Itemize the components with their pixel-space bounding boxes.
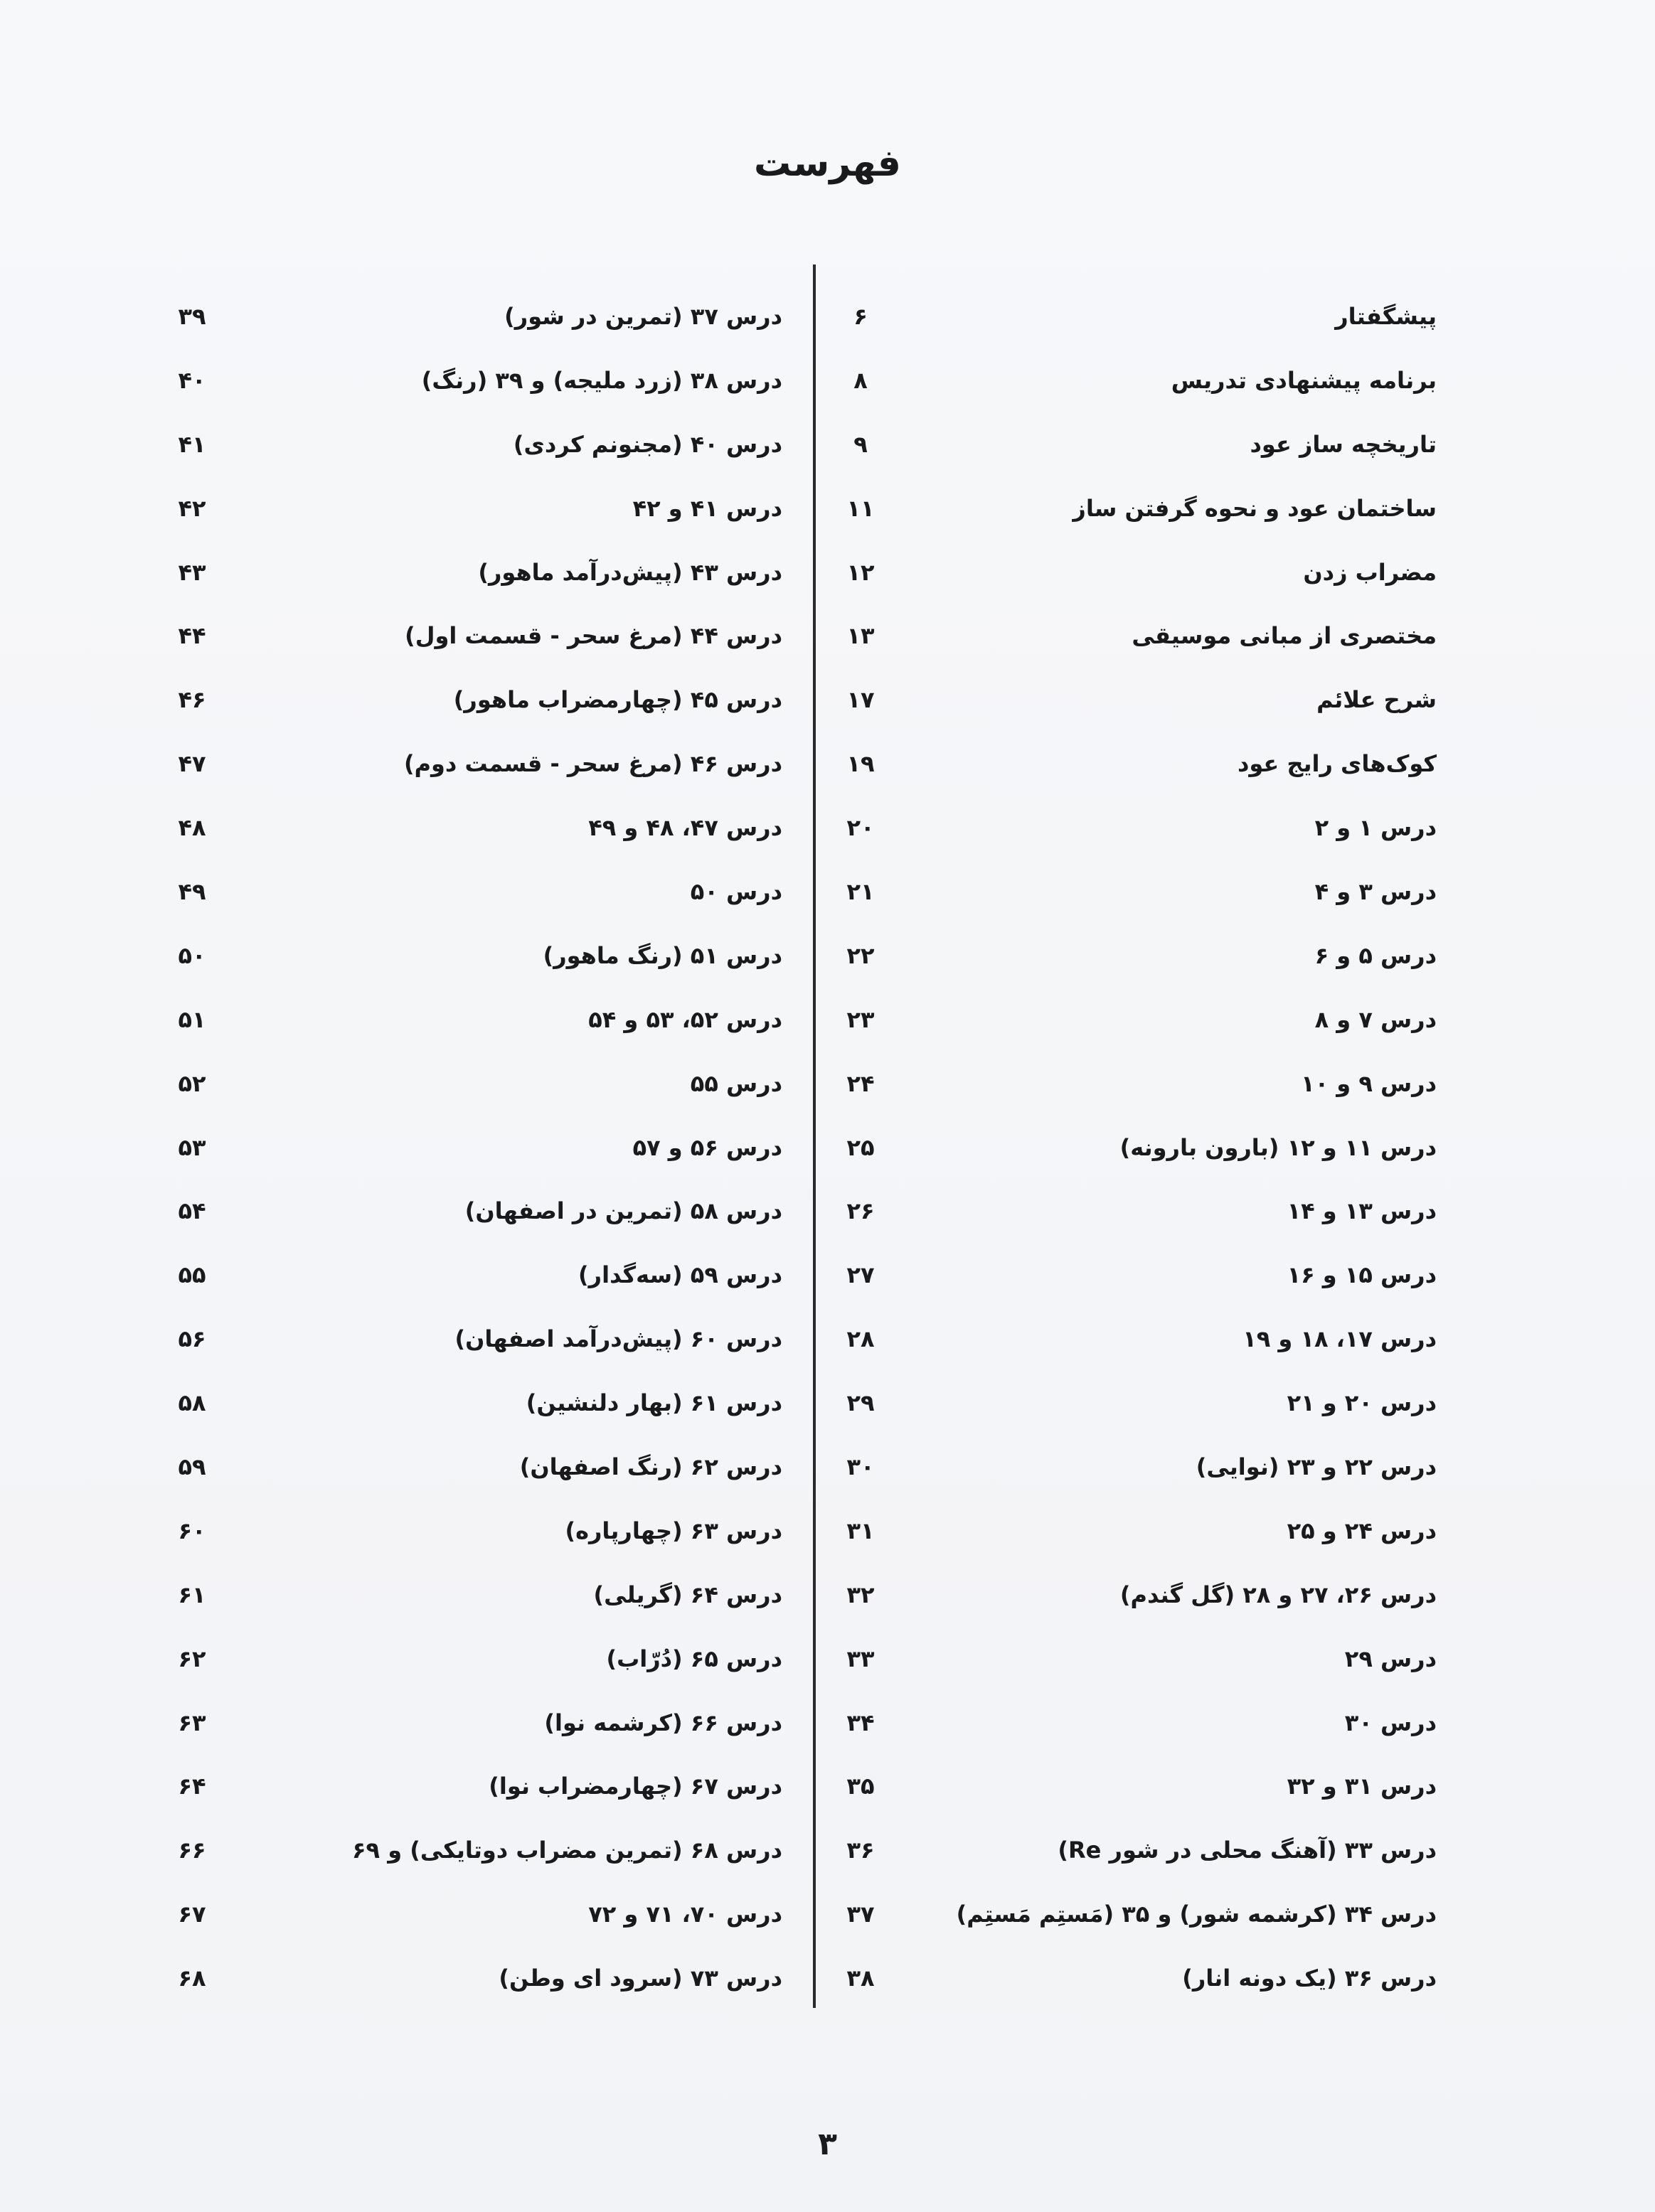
toc-entry (171, 1499, 782, 1563)
toc-entry-title: مختصری از مبانی موسیقی (1132, 622, 1437, 650)
toc-entry (171, 284, 782, 348)
toc-entry (171, 1563, 782, 1627)
toc-entry-page: ۵۲ (178, 1069, 206, 1097)
toc-entry (171, 1946, 782, 2010)
toc-entry-page: ۵۸ (178, 1389, 206, 1417)
toc-entry-page: ۱۹ (846, 750, 875, 778)
toc-entry-title: درس ۵۵ (690, 1069, 782, 1097)
toc-entry-title: درس ۱۵ و ۱۶ (1287, 1261, 1437, 1289)
toc-entry-title: درس ۶۸ (تمرین مضراب دوتایکی) و ۶۹ (351, 1837, 782, 1864)
toc-entry-title: درس ۴۴ (مرغ سحر - قسمت اول) (405, 622, 782, 650)
toc-entry (171, 1116, 782, 1180)
toc-entry (839, 540, 1437, 604)
toc-entry-title: ساختمان عود و نحوه گرفتن ساز (1073, 494, 1437, 522)
toc-entry-title: مضراب زدن (1303, 558, 1437, 586)
toc-entry-title: کوک‌های رایج عود (1237, 750, 1437, 778)
toc-entry-title: درس ۳۸ (زرد ملیجه) و ۳۹ (رنگ) (421, 366, 782, 394)
toc-entry-title: درس ۶۶ (کرشمه نوا) (544, 1709, 782, 1736)
toc-entry-page: ۵۴ (178, 1197, 206, 1225)
toc-entry-page: ۶۲ (178, 1645, 206, 1672)
toc-entry (839, 1116, 1437, 1180)
toc-entry-title: درس ۶۱ (بهار دلنشین) (526, 1389, 782, 1417)
toc-entry-page: ۳۲ (846, 1581, 875, 1608)
toc-entry-page: ۲۲ (846, 941, 875, 969)
toc-entry (839, 604, 1437, 668)
toc-entry-page: ۶۱ (178, 1581, 206, 1608)
toc-entry-page: ۲۱ (846, 877, 875, 905)
toc-entry-title: درس ۶۵ (دُرّاب) (606, 1645, 782, 1672)
toc-entry (171, 1627, 782, 1691)
toc-entry-page: ۴۷ (178, 750, 206, 778)
toc-entry-page: ۳۹ (178, 302, 206, 330)
toc-entry-page: ۵۹ (178, 1453, 206, 1480)
page-title: فهرست (754, 142, 901, 185)
toc-entry (171, 1754, 782, 1818)
toc-entry-title: درس ۳۷ (تمرین در شور) (504, 302, 782, 330)
toc-entry-title: درس ۵۶ و ۵۷ (632, 1133, 782, 1161)
toc-entry-page: ۵۳ (178, 1133, 206, 1161)
toc-entry (839, 1946, 1437, 2010)
column-divider (813, 265, 816, 2008)
toc-entry (171, 540, 782, 604)
toc-entry-title: درس ۵۲، ۵۳ و ۵۴ (588, 1005, 782, 1033)
toc-entry-page: ۲۳ (846, 1005, 875, 1033)
toc-entry (171, 1818, 782, 1882)
toc-entry-title: درس ۴۶ (مرغ سحر - قسمت دوم) (403, 750, 782, 778)
toc-entry-page: ۶۰ (178, 1517, 206, 1544)
toc-entry-page: ۵۱ (178, 1005, 206, 1033)
toc-entry (839, 1371, 1437, 1435)
toc-entry (839, 348, 1437, 412)
toc-column-right (839, 284, 1437, 2005)
toc-entry-page: ۶ (853, 302, 868, 330)
toc-entry (171, 412, 782, 476)
toc-entry (839, 1435, 1437, 1499)
toc-entry-page: ۲۷ (846, 1261, 875, 1289)
toc-entry-page: ۳۶ (846, 1837, 875, 1864)
toc-entry-title: درس ۳۶ (یک دونه انار) (1182, 1965, 1437, 1992)
toc-entry-page: ۱۳ (846, 622, 875, 650)
toc-entry-page: ۳۸ (846, 1965, 875, 1992)
toc-entry (171, 604, 782, 668)
toc-entry-page: ۴۹ (178, 877, 206, 905)
toc-entry-page: ۴۱ (178, 430, 206, 458)
toc-entry (839, 1243, 1437, 1307)
toc-entry (839, 1754, 1437, 1818)
toc-entry (839, 284, 1437, 348)
toc-entry (171, 1307, 782, 1371)
toc-entry (839, 1627, 1437, 1691)
toc-column-left (171, 284, 782, 2005)
toc-entry-title: درس ۶۷ (چهارمضراب نوا) (489, 1773, 782, 1800)
page-number: ۳ (818, 2126, 837, 2162)
toc-entry-page: ۲۵ (846, 1133, 875, 1161)
toc-entry-title: درس ۵۹ (سه‌گدار) (578, 1261, 782, 1289)
toc-entry (171, 1435, 782, 1499)
toc-entry (171, 1243, 782, 1307)
toc-entry-page: ۶۸ (178, 1965, 206, 1992)
toc-entry-page: ۵۵ (178, 1261, 206, 1289)
toc-entry (171, 1371, 782, 1435)
toc-entry (839, 1882, 1437, 1946)
toc-entry (171, 1691, 782, 1755)
toc-entry-title: درس ۱۱ و ۱۲ (بارون بارونه) (1119, 1133, 1437, 1161)
toc-entry (839, 732, 1437, 796)
toc-entry-title: درس ۳۳ (آهنگ محلی در شور Re) (1058, 1837, 1437, 1864)
toc-entry (839, 1818, 1437, 1882)
toc-entry-page: ۳۵ (846, 1773, 875, 1800)
toc-entry-title: تاریخچه ساز عود (1250, 430, 1437, 458)
toc-entry (171, 1882, 782, 1946)
toc-entry (839, 1691, 1437, 1755)
toc-entry-page: ۵۰ (178, 941, 206, 969)
toc-entry-page: ۳۱ (846, 1517, 875, 1544)
toc-entry (839, 796, 1437, 860)
toc-entry-title: درس ۴۱ و ۴۲ (632, 494, 782, 522)
toc-entry-title: درس ۶۰ (پیش‌درآمد اصفهان) (454, 1325, 782, 1353)
toc-entry-title: درس ۳۴ (کرشمه شور) و ۳۵ (مَستِم مَستِم) (956, 1901, 1437, 1928)
toc-entry-title: درس ۵۱ (رنگ ماهور) (543, 941, 782, 969)
toc-entry (839, 668, 1437, 732)
toc-entry (171, 924, 782, 988)
toc-entry-title: درس ۵ و ۶ (1314, 941, 1437, 969)
toc-entry-title: درس ۳ و ۴ (1314, 877, 1437, 905)
toc-entry (171, 1052, 782, 1116)
toc-entry-page: ۳۰ (846, 1453, 875, 1480)
toc-entry (839, 988, 1437, 1052)
toc-entry (171, 860, 782, 924)
toc-entry-page: ۳۳ (846, 1645, 875, 1672)
toc-entry-page: ۴۳ (178, 558, 206, 586)
toc-entry-title: درس ۷ و ۸ (1314, 1005, 1437, 1033)
toc-entry (171, 668, 782, 732)
toc-entry-title: درس ۳۱ و ۳۲ (1287, 1773, 1437, 1800)
toc-entry (839, 476, 1437, 540)
toc-entry-page: ۲۴ (846, 1069, 875, 1097)
toc-entry-page: ۴۴ (178, 622, 206, 650)
toc-entry-title: درس ۴۷، ۴۸ و ۴۹ (588, 814, 782, 842)
toc-entry-page: ۶۳ (178, 1709, 206, 1736)
toc-entry-title: درس ۶۳ (چهارپاره) (565, 1517, 782, 1544)
toc-entry-page: ۲۶ (846, 1197, 875, 1225)
toc-entry-title: درس ۷۰، ۷۱ و ۷۲ (588, 1901, 782, 1928)
toc-entry-page: ۴۶ (178, 686, 206, 714)
toc-entry (839, 412, 1437, 476)
toc-entry-page: ۴۰ (178, 366, 206, 394)
toc-entry (839, 1179, 1437, 1243)
toc-entry-page: ۶۷ (178, 1901, 206, 1928)
toc-entry-page: ۸ (853, 366, 868, 394)
toc-entry-title: درس ۶۲ (رنگ اصفهان) (519, 1453, 782, 1480)
toc-entry-title: درس ۲۶، ۲۷ و ۲۸ (گل گندم) (1119, 1581, 1437, 1608)
toc-entry-title: درس ۱۷، ۱۸ و ۱۹ (1242, 1325, 1437, 1353)
toc-entry (839, 1563, 1437, 1627)
toc-entry-title: درس ۵۸ (تمرین در اصفهان) (464, 1197, 782, 1225)
toc-entry-page: ۴۲ (178, 494, 206, 522)
toc-entry-title: درس ۴۵ (چهارمضراب ماهور) (453, 686, 782, 714)
toc-entry-title: درس ۷۳ (سرود ای وطن) (499, 1965, 782, 1992)
toc-entry-page: ۳۴ (846, 1709, 875, 1736)
toc-entry (171, 732, 782, 796)
toc-entry-page: ۱۱ (846, 494, 875, 522)
toc-entry-title: درس ۶۴ (گریلی) (593, 1581, 782, 1608)
toc-entry (171, 476, 782, 540)
toc-entry-title: درس ۱۳ و ۱۴ (1287, 1197, 1437, 1225)
toc-entry (839, 1307, 1437, 1371)
toc-entry (171, 348, 782, 412)
toc-entry-page: ۱۲ (846, 558, 875, 586)
toc-entry-title: درس ۲۴ و ۲۵ (1287, 1517, 1437, 1544)
toc-entry-title: درس ۱ و ۲ (1314, 814, 1437, 842)
toc-entry-page: ۹ (853, 430, 868, 458)
toc-entry (171, 796, 782, 860)
toc-entry-page: ۱۷ (846, 686, 875, 714)
toc-entry-title: درس ۹ و ۱۰ (1301, 1069, 1437, 1097)
toc-entry-title: درس ۲۹ (1344, 1645, 1437, 1672)
toc-entry-page: ۲۸ (846, 1325, 875, 1353)
toc-entry-page: ۳۷ (846, 1901, 875, 1928)
toc-entry-page: ۵۶ (178, 1325, 206, 1353)
toc-entry-title: درس ۴۳ (پیش‌درآمد ماهور) (478, 558, 782, 586)
toc-entry-title: برنامه پیشنهادی تدریس (1171, 366, 1437, 394)
toc-entry (839, 860, 1437, 924)
toc-entry (171, 1179, 782, 1243)
toc-entry-title: درس ۲۲ و ۲۳ (نوایی) (1196, 1453, 1437, 1480)
toc-entry-page: ۲۰ (846, 814, 875, 842)
toc-entry-title: درس ۲۰ و ۲۱ (1287, 1389, 1437, 1417)
toc-entry (839, 924, 1437, 988)
toc-entry-page: ۲۹ (846, 1389, 875, 1417)
toc-entry-page: ۶۴ (178, 1773, 206, 1800)
toc-entry (839, 1052, 1437, 1116)
toc-entry-title: پیشگفتار (1335, 302, 1437, 330)
toc-entry-page: ۴۸ (178, 814, 206, 842)
toc-entry-title: درس ۵۰ (690, 877, 782, 905)
toc-entry-title: شرح علائم (1316, 686, 1437, 714)
toc-entry-title: درس ۳۰ (1344, 1709, 1437, 1736)
toc-entry (171, 988, 782, 1052)
toc-entry-page: ۶۶ (178, 1837, 206, 1864)
toc-entry-title: درس ۴۰ (مجنونم کردی) (513, 430, 782, 458)
toc-entry (839, 1499, 1437, 1563)
